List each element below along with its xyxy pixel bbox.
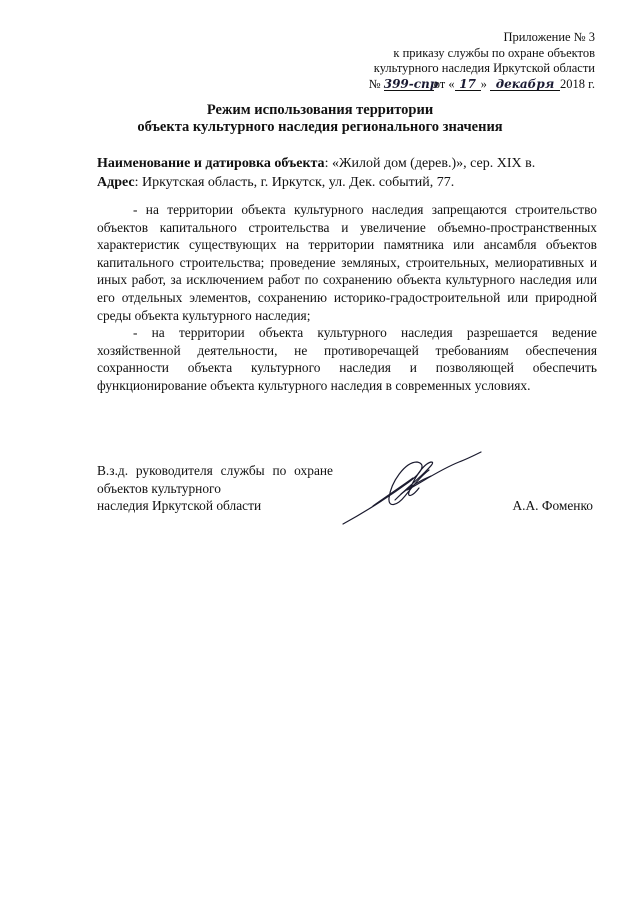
order-day-close: » xyxy=(480,76,487,91)
title-line-2: объекта культурного наследия регионального значения xyxy=(137,119,503,135)
appendix-number: Приложение № 3 xyxy=(503,30,595,44)
document-title xyxy=(0,102,640,136)
title-line-1: Режим использования территории xyxy=(206,102,434,118)
object-name-label: Наименование и датировка объекта xyxy=(97,156,325,171)
order-day-handwritten: 17 xyxy=(459,76,476,91)
appendix-authority: культурного наследия Иркутской области xyxy=(373,61,595,75)
order-year: 2018 г. xyxy=(560,76,595,91)
order-number-date xyxy=(369,77,595,93)
object-details xyxy=(97,154,597,192)
regime-text xyxy=(97,201,597,395)
regime-permissions: - на территории объекта культурного наследия разрешается ведение хозяйственной деятельности, не противоречащей требованиям обеспечения сохранности объекта культурного наследия и позволяющей обеспечить функционирование объекта культурного наследия в современных условиях. xyxy=(97,325,597,393)
order-month-handwritten: декабря xyxy=(495,76,555,91)
handwritten-signature xyxy=(335,440,485,530)
signer-name: А.А. Фоменко xyxy=(512,498,593,513)
order-month-field xyxy=(490,78,560,91)
order-day-field xyxy=(455,78,481,91)
signer-position-line-1: В.з.д. руководителя службы по охране объектов культурного xyxy=(97,463,333,496)
object-address-label: Адрес xyxy=(97,175,135,190)
order-date-from-label: от « xyxy=(433,76,455,91)
signer-position xyxy=(97,462,333,515)
regime-prohibitions: - на территории объекта культурного наследия запрещаются строительство объектов капитального строительства и увеличение объемно-пространственных характеристик существующих на территории памятника или ансамбля объектов капитального строительства; проведение земляных, строительных, мелиоративных и иных работ, за исключением работ по сохранению объекта культурного наследия или его отдельных элементов, сохранению историко-градостроительной или природной среды объекта культурного наследия; xyxy=(97,202,597,323)
appendix-order-ref: к приказу службы по охране объектов xyxy=(393,45,595,60)
object-address-value: : Иркутская область, г. Иркутск, ул. Дек. событий, 77. xyxy=(134,175,455,190)
object-name-value: : «Жилой дом (дерев.)», сер. XIX в. xyxy=(324,156,536,171)
order-number-handwritten: 399-спр xyxy=(383,76,439,91)
order-number-label: № xyxy=(368,76,381,91)
appendix-header xyxy=(369,30,595,92)
object-name-row xyxy=(97,154,597,173)
object-address-row xyxy=(97,173,597,192)
signer-position-line-2: наследия Иркутской области xyxy=(97,498,262,513)
order-number-field xyxy=(383,76,439,91)
